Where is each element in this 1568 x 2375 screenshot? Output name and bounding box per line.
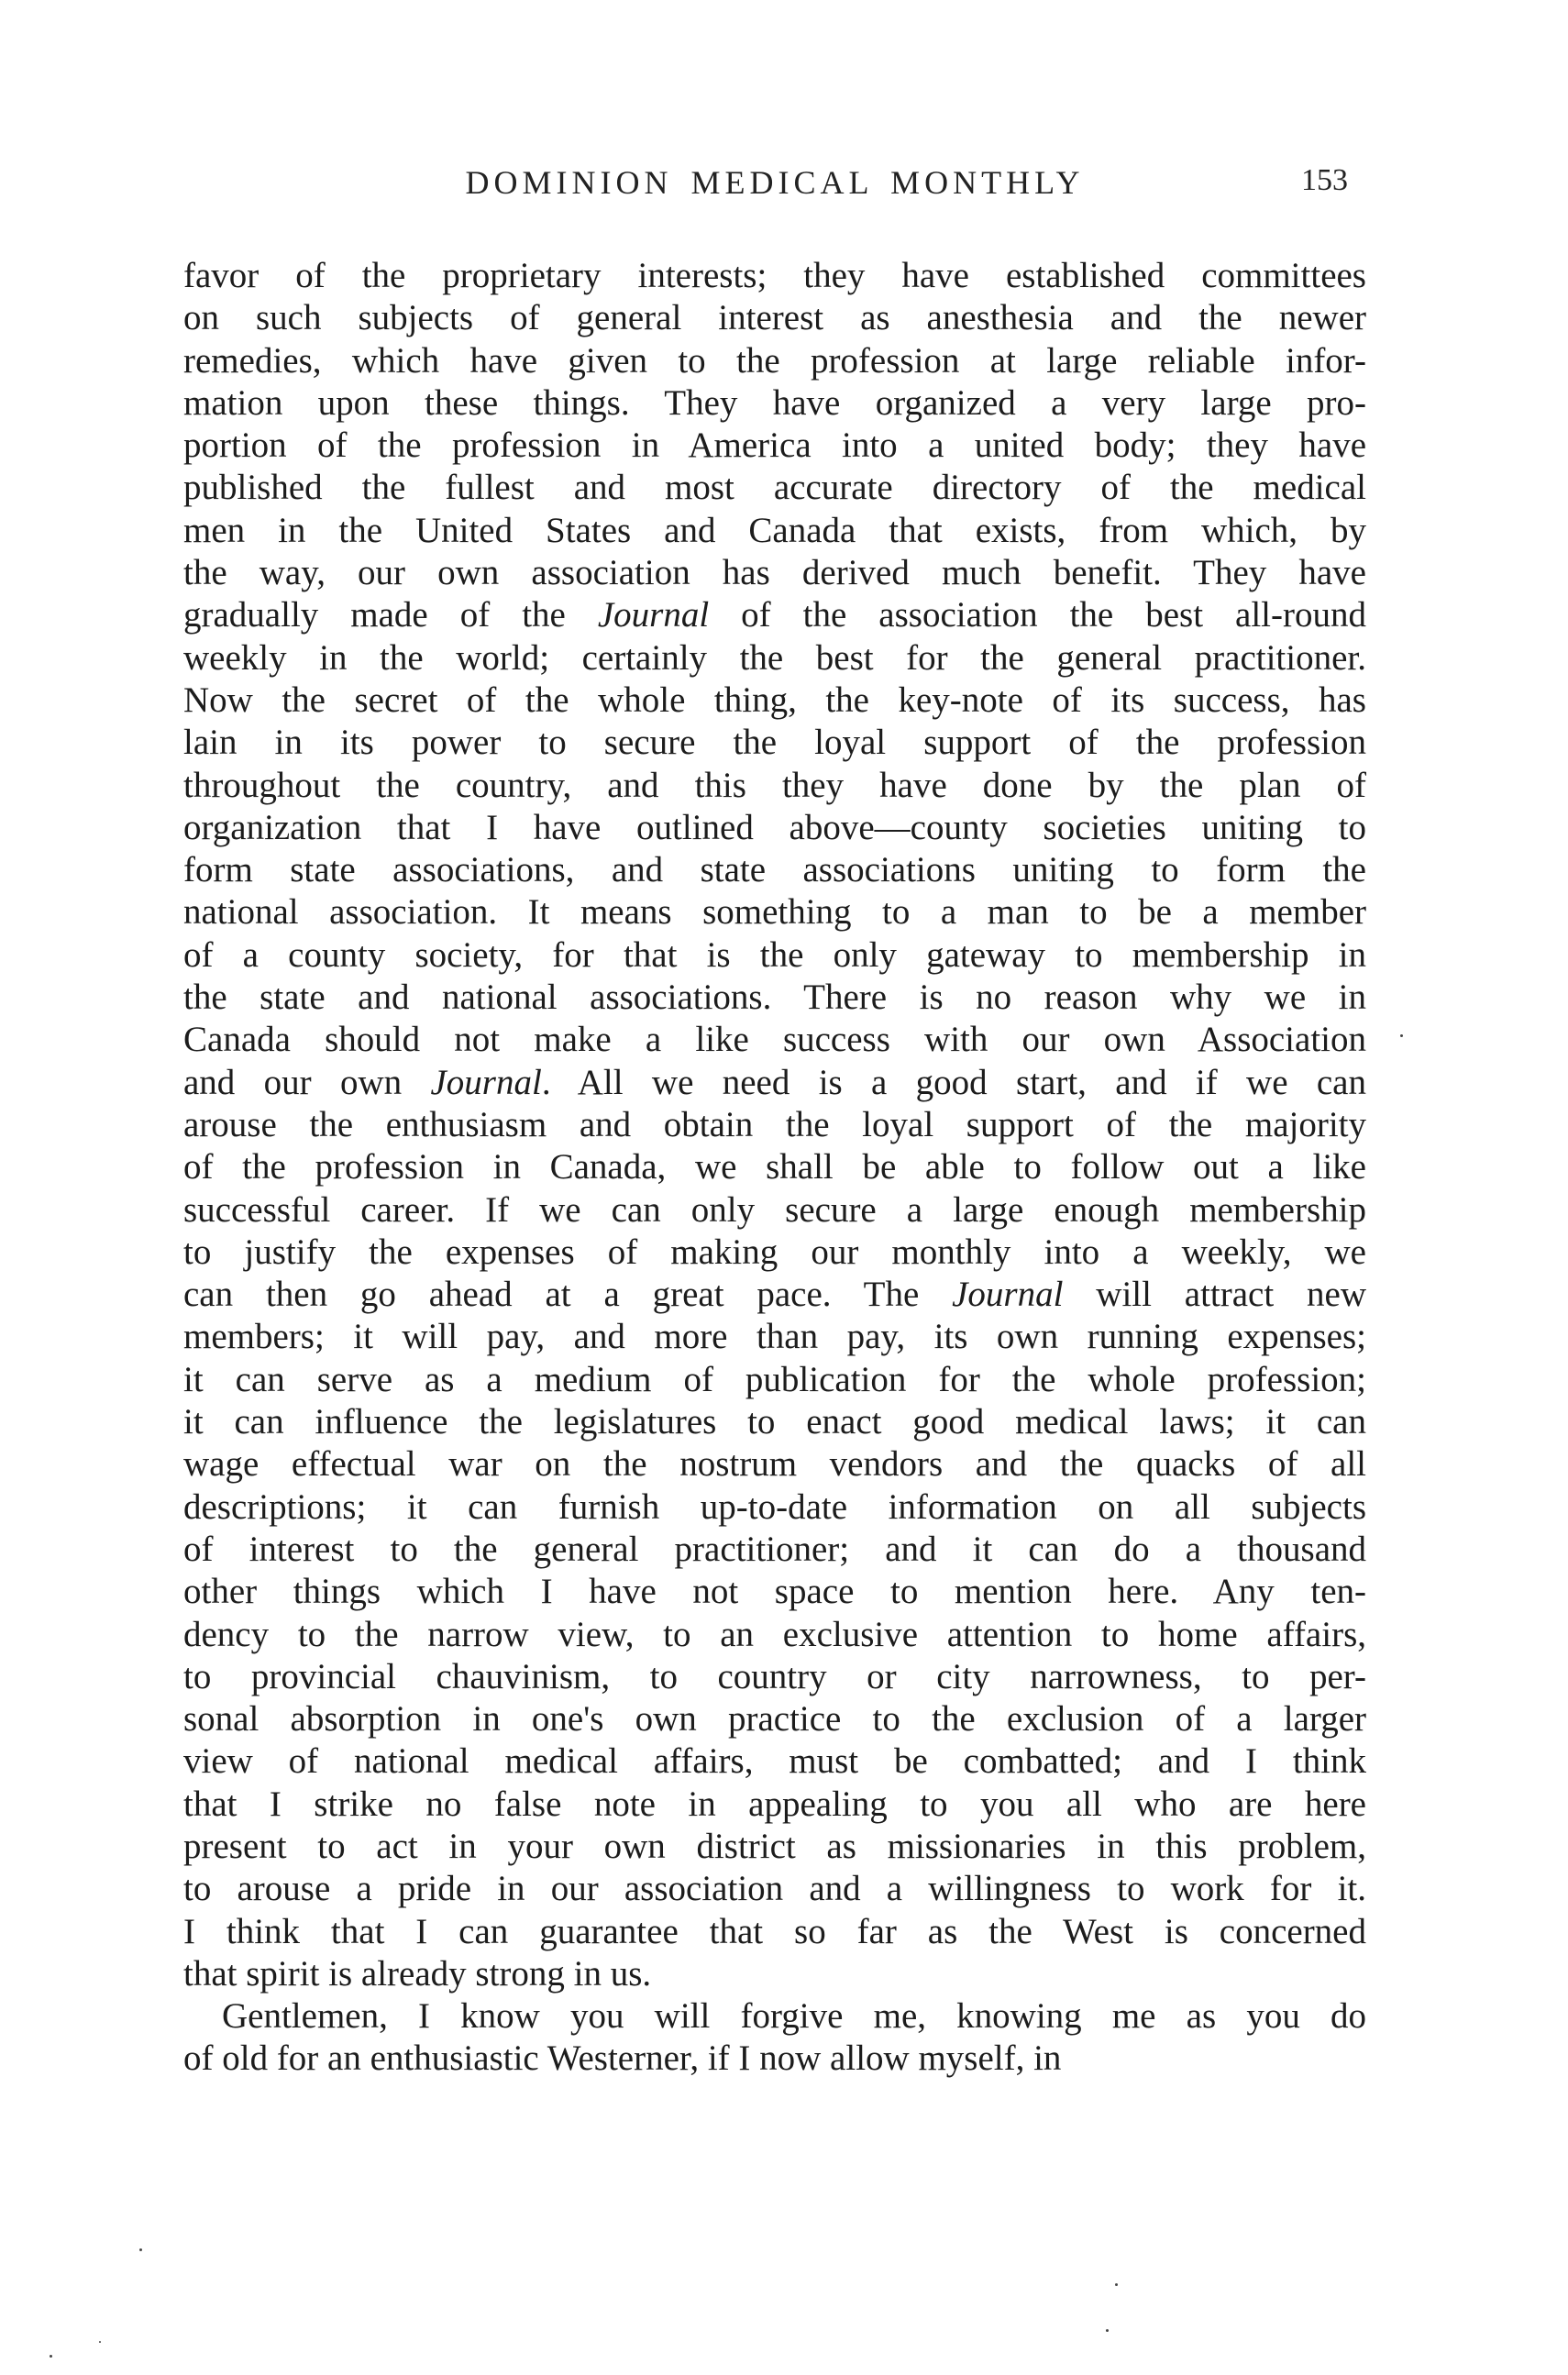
text-line xyxy=(183,1656,1366,1698)
text-line xyxy=(183,891,1366,933)
text-run: present to act in your own district as missionaries in this problem, xyxy=(183,1826,1366,1866)
text-line xyxy=(183,552,1366,594)
text-run: portion of the profession in America into a united body; they have xyxy=(183,425,1366,466)
text-run: of the association the best all-round xyxy=(709,595,1366,635)
body-text xyxy=(183,255,1366,2081)
italic-title: Journal xyxy=(597,595,710,635)
text-line xyxy=(183,1784,1366,1826)
text-line xyxy=(183,1614,1366,1656)
text-run: gradually made of the xyxy=(183,595,598,635)
text-run: weekly in the world; certainly the best for the general practitioner. xyxy=(183,637,1366,678)
text-line xyxy=(183,382,1366,425)
text-run: Gentlemen, I know you will forgive me, knowing me as you do xyxy=(222,1996,1366,2037)
text-run: it can influence the legislatures to enact good medical laws; it can xyxy=(183,1402,1366,1442)
text-line xyxy=(183,1104,1366,1146)
text-line xyxy=(183,1401,1366,1443)
text-line xyxy=(183,297,1366,339)
italic-title: Journal xyxy=(430,1062,542,1102)
scan-speck xyxy=(1400,1034,1403,1037)
text-line xyxy=(183,2038,1366,2080)
text-line xyxy=(183,1316,1366,1358)
text-run: lain in its power to secure the loyal support of the profession xyxy=(183,723,1366,763)
text-run: that I strike no false note in appealing to you all who are here xyxy=(183,1784,1366,1824)
text-run: Now the secret of the whole thing, the key-note of its success, has xyxy=(183,679,1366,720)
text-run: arouse the enthusiasm and obtain the loyal support of the majority xyxy=(183,1104,1366,1144)
text-line xyxy=(183,1995,1366,2038)
text-line xyxy=(183,849,1366,891)
text-run: men in the United States and Canada that exists, from which, by xyxy=(183,510,1366,550)
text-run: throughout the country, and this they have done by the plan of xyxy=(183,765,1366,805)
text-run: the state and national associations. There is no reason why we in xyxy=(183,978,1366,1018)
text-line xyxy=(183,679,1366,722)
text-line xyxy=(183,1062,1366,1104)
text-run: sonal absorption in one's own practice to the exclusion of a larger xyxy=(183,1699,1366,1740)
text-run: and our own xyxy=(183,1062,431,1102)
scan-speck xyxy=(1115,2283,1118,2286)
scan-speck xyxy=(1106,2329,1109,2332)
text-run: members; it will pay, and more than pay, its own running expenses; xyxy=(183,1317,1366,1357)
text-run: mation upon these things. They have organized a very large pro- xyxy=(183,382,1366,423)
text-run: . All we need is a good start, and if we can xyxy=(541,1062,1366,1102)
text-run: of interest to the general practitioner; and it can do a thousand xyxy=(183,1529,1366,1569)
text-run: of the profession in Canada, we shall be able to follow out a like xyxy=(183,1147,1366,1188)
text-run: national association. It means something to a man to be a member xyxy=(183,892,1366,933)
text-run: on such subjects of general interest as anesthesia and the newer xyxy=(183,298,1366,338)
text-run: the way, our own association has derived much benefit. They have xyxy=(183,553,1366,593)
text-line xyxy=(183,1443,1366,1486)
text-run: wage effectual war on the nostrum vendors and the quacks of all xyxy=(183,1444,1366,1485)
text-line xyxy=(183,1826,1366,1868)
page-number: 153 xyxy=(1301,163,1348,197)
text-run: other things which I have not space to mention here. Any ten- xyxy=(183,1572,1366,1612)
text-line xyxy=(183,807,1366,849)
text-line xyxy=(183,765,1366,807)
text-run: to provincial chauvinism, to country or city narrowness, to per- xyxy=(183,1656,1366,1696)
running-header xyxy=(183,163,1366,218)
text-line xyxy=(183,255,1366,297)
text-run: Canada should not make a like success with our own Association xyxy=(183,1020,1366,1060)
text-line xyxy=(183,467,1366,509)
text-line xyxy=(183,1868,1366,1910)
text-run: form state associations, and state associations uniting to form the xyxy=(183,850,1366,890)
scan-speck xyxy=(139,2248,142,2251)
text-line xyxy=(183,340,1366,382)
text-line xyxy=(183,977,1366,1019)
text-line xyxy=(183,1019,1366,1061)
text-line xyxy=(183,722,1366,764)
text-line xyxy=(183,1146,1366,1188)
text-line xyxy=(183,934,1366,977)
text-line xyxy=(183,594,1366,636)
text-run: remedies, which have given to the profession at large reliable infor- xyxy=(183,340,1366,381)
text-line xyxy=(183,1359,1366,1401)
text-run: of a county society, for that is the only gateway to membership in xyxy=(183,934,1366,975)
text-run: organization that I have outlined above—county societies uniting to xyxy=(183,807,1366,847)
running-title: DOMINION MEDICAL MONTHLY xyxy=(465,164,1085,201)
text-run: to arouse a pride in our association and a willingness to work for it. xyxy=(183,1869,1366,1909)
italic-title: Journal xyxy=(952,1275,1064,1315)
text-line xyxy=(183,637,1366,679)
text-line xyxy=(183,1571,1366,1613)
scan-speck xyxy=(50,2355,52,2358)
text-run: favor of the proprietary interests; they have established committees xyxy=(183,256,1366,295)
text-line xyxy=(183,1232,1366,1274)
text-run: dency to the narrow view, to an exclusive attention to home affairs, xyxy=(183,1614,1366,1654)
text-line xyxy=(183,1740,1366,1783)
scan-speck xyxy=(99,2341,101,2343)
text-line xyxy=(183,1486,1366,1529)
text-run: published the fullest and most accurate directory of the medical xyxy=(183,468,1366,508)
text-line xyxy=(183,1698,1366,1740)
text-line xyxy=(183,1274,1366,1316)
text-run: view of national medical affairs, must be combatted; and I think xyxy=(183,1741,1366,1782)
text-run: can then go ahead at a great pace. The xyxy=(183,1275,953,1315)
text-line xyxy=(183,510,1366,552)
text-run: I think that I can guarantee that so far as the West is concerned xyxy=(183,1911,1366,1951)
text-line xyxy=(183,1953,1366,1995)
text-run: it can serve as a medium of publication for the whole profession; xyxy=(183,1359,1366,1399)
text-line xyxy=(183,425,1366,467)
text-run: to justify the expenses of making our monthly into a weekly, we xyxy=(183,1232,1366,1272)
text-run: that spirit is already strong in us. xyxy=(183,1953,652,1994)
text-run: of old for an enthusiastic Westerner, if I now allow myself, in xyxy=(183,2038,1062,2079)
text-run: successful career. If we can only secure a large enough membership xyxy=(183,1189,1366,1230)
text-run: descriptions; it can furnish up-to-date information on all subjects xyxy=(183,1486,1366,1527)
text-line xyxy=(183,1911,1366,1953)
text-line xyxy=(183,1529,1366,1571)
text-line xyxy=(183,1189,1366,1232)
text-run: will attract new xyxy=(1063,1275,1366,1315)
